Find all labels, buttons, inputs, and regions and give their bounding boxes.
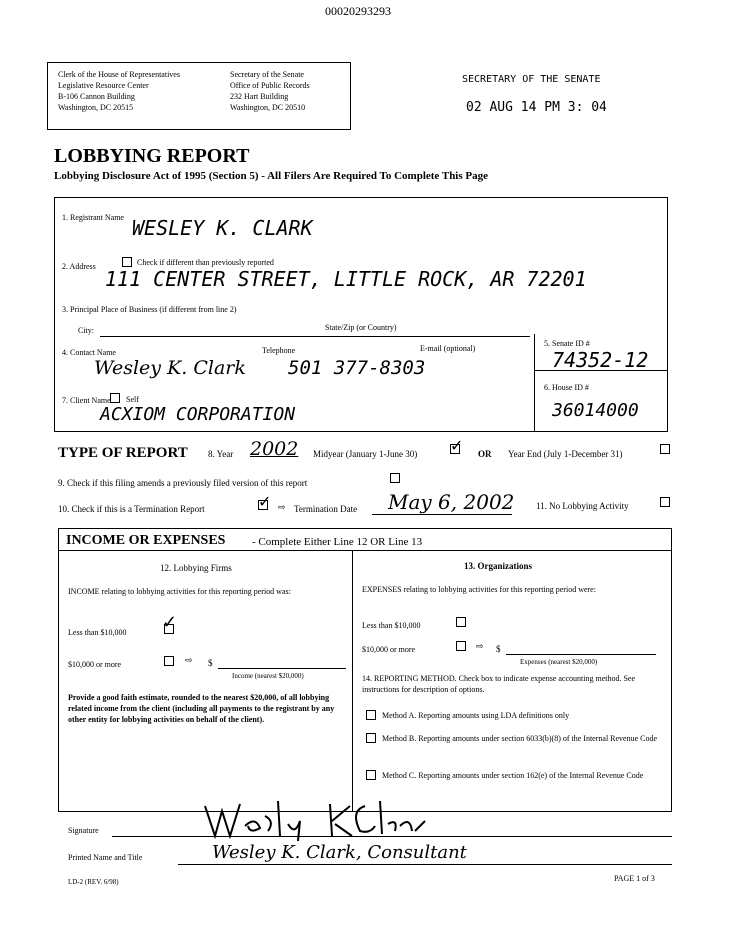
address-label: 2. Address (62, 262, 96, 271)
form-id: LD-2 (REV. 6/98) (68, 878, 119, 886)
method-c-checkbox[interactable] (366, 770, 376, 780)
org-less-label: Less than $10,000 (362, 621, 421, 630)
arrow-icon: ⇨ (185, 655, 193, 665)
registrant-name[interactable]: WESLEY K. CLARK (132, 216, 313, 240)
senate-line: Secretary of the Senate (230, 70, 304, 79)
termination-date-label: Termination Date (294, 504, 358, 514)
senate-line: 232 Hart Building (230, 92, 289, 101)
year-value[interactable]: 2002 (250, 438, 299, 460)
principal-place-label: 3. Principal Place of Business (if different from line 2) (62, 305, 237, 314)
reporting-method-title: 14. REPORTING METHOD. Check box to indicate expense accounting method. See instructions for description of options. (362, 674, 636, 694)
income-header: INCOME OR EXPENSES (66, 533, 226, 548)
house-line: Clerk of the House of Representatives (58, 70, 180, 79)
page-title: LOBBYING REPORT (54, 145, 250, 167)
city-label: City: (78, 326, 95, 335)
check-mark-icon: ✓ (162, 612, 178, 632)
termination-label: 10. Check if this is a Termination Report (58, 504, 205, 514)
income-amount-line[interactable] (218, 668, 346, 669)
house-id-label: 6. House ID # (544, 383, 589, 392)
or-label: OR (478, 449, 492, 459)
address-box (47, 62, 351, 130)
method-b-checkbox[interactable] (366, 733, 376, 743)
amend-checkbox[interactable] (390, 473, 400, 483)
income-header-divider (58, 550, 672, 551)
telephone-value[interactable]: 501 377-8303 (288, 357, 426, 379)
house-line: Washington, DC 20515 (58, 103, 134, 112)
organizations-title: 13. Organizations (464, 561, 533, 571)
arrow-icon: ⇨ (278, 502, 286, 512)
senate-line: Office of Public Records (230, 81, 310, 90)
telephone-label: Telephone (262, 346, 296, 355)
self-label: Self (126, 395, 139, 404)
printed-name-value[interactable]: Wesley K. Clark, Consultant (212, 842, 467, 863)
dollar-sign: $ (208, 658, 213, 668)
signature-mark (200, 796, 430, 846)
printed-name-line (178, 864, 672, 865)
arrow-icon: ⇨ (476, 641, 484, 651)
method-a-checkbox[interactable] (366, 710, 376, 720)
method-c-label: Method C. Reporting amounts under section 162(e) of the Internal Revenue Code (382, 771, 644, 780)
house-line: B-106 Cannon Building (58, 92, 135, 101)
self-checkbox[interactable] (110, 393, 120, 403)
year-end-label: Year End (July 1-December 31) (508, 449, 623, 459)
address-changed-checkbox[interactable] (122, 257, 132, 267)
client-name[interactable]: ACXIOM CORPORATION (100, 404, 296, 425)
more-label: $10,000 or more (68, 660, 122, 669)
income-more-checkbox[interactable] (164, 656, 174, 666)
no-activity-label: 11. No Lobbying Activity (536, 501, 629, 511)
termination-date-value[interactable]: May 6, 2002 (388, 490, 515, 514)
check-mark-icon: ✓ (258, 494, 272, 511)
type-of-report-label: TYPE OF REPORT (58, 445, 188, 461)
no-activity-checkbox[interactable] (660, 497, 670, 507)
expenses-nearest-label: Expenses (nearest $20,000) (520, 658, 598, 666)
senate-id-value[interactable]: 74352-12 (552, 348, 649, 372)
method-a-label: Method A. Reporting amounts using LDA definitions only (382, 711, 570, 720)
contact-name[interactable]: Wesley K. Clark (94, 357, 246, 379)
house-line: Legislative Resource Center (58, 81, 149, 90)
received-stamp-line2: 02 AUG 14 PM 3: 04 (466, 100, 607, 115)
page-number: PAGE 1 of 3 (614, 874, 655, 883)
firms-intro: INCOME relating to lobbying activities for this reporting period was: (68, 587, 291, 596)
year-end-checkbox[interactable] (660, 444, 670, 454)
signature-label: Signature (68, 826, 99, 835)
contact-label: 4. Contact Name (62, 348, 116, 357)
firms-note: Provide a good faith estimate, rounded to the nearest $20,000, of all lobbying related income from the client (including all payments to the registrant by any other entity for lobbying activities on behalf of the client). (68, 693, 335, 724)
dollar-sign: $ (496, 644, 501, 654)
year-label: 8. Year (208, 449, 234, 459)
registrant-label: 1. Registrant Name (62, 213, 124, 222)
senate-address (230, 69, 310, 113)
income-nearest-label: Income (nearest $20,000) (232, 672, 304, 680)
method-b-label: Method B. Reporting amounts under section 6033(b)(8) of the Internal Revenue Code (382, 734, 658, 743)
house-id-value[interactable]: 36014000 (552, 400, 639, 421)
city-line (100, 336, 530, 337)
midyear-label: Midyear (January 1-June 30) (313, 449, 418, 459)
expense-amount-line[interactable] (506, 654, 656, 655)
less-than-label: Less than $10,000 (68, 628, 127, 637)
income-column-divider (352, 550, 353, 812)
amend-label: 9. Check if this filing amends a previously filed version of this report (58, 478, 308, 488)
printed-name-label: Printed Name and Title (68, 853, 143, 862)
check-mark-icon: ✓ (450, 438, 464, 455)
senate-id-label: 5. Senate ID # (544, 339, 590, 348)
expense-more-checkbox[interactable] (456, 641, 466, 651)
lobbying-firms-title: 12. Lobbying Firms (160, 563, 232, 573)
address-check-label: Check if different than previously reported (137, 258, 274, 267)
income-header-sub: - Complete Either Line 12 OR Line 13 (252, 536, 423, 548)
address-value[interactable]: 111 CENTER STREET, LITTLE ROCK, AR 72201 (105, 267, 587, 291)
document-number: 00020293293 (325, 4, 391, 18)
received-stamp-line1: SECRETARY OF THE SENATE (462, 74, 601, 85)
email-label: E-mail (optional) (420, 344, 476, 353)
state-zip-label: State/Zip (or Country) (325, 323, 397, 332)
termination-date-line (372, 514, 512, 515)
expense-less-checkbox[interactable] (456, 617, 466, 627)
org-intro: EXPENSES relating to lobbying activities for this reporting period were: (362, 585, 596, 594)
page-subtitle: Lobbying Disclosure Act of 1995 (Section 5) - All Filers Are Required To Complete This Page (54, 170, 488, 182)
senate-line: Washington, DC 20510 (230, 103, 306, 112)
client-label: 7. Client Name (62, 396, 111, 405)
org-more-label: $10,000 or more (362, 645, 416, 654)
house-address (58, 69, 180, 113)
